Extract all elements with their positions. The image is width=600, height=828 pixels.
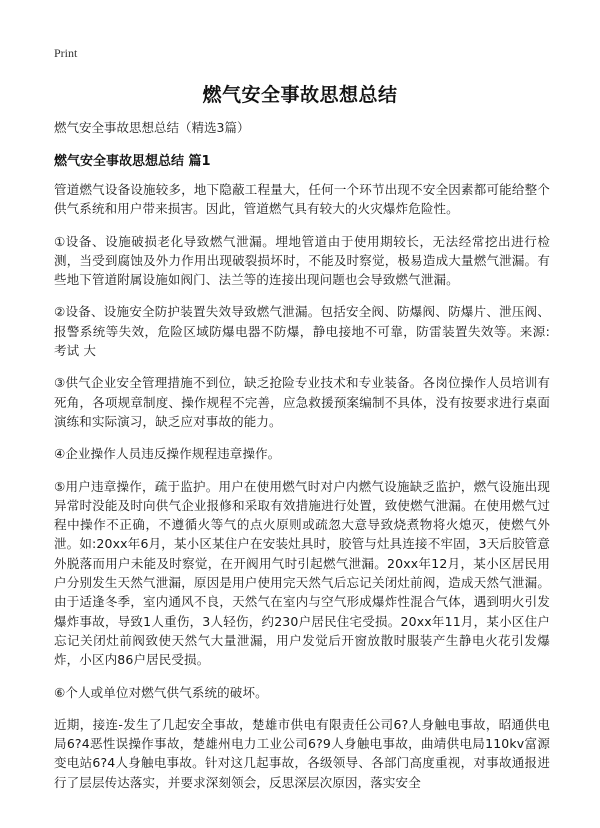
paragraph-item-4: ④企业操作人员违反操作规程违章操作。 [54, 446, 281, 462]
paragraph-item-1: ①设备、设施破损老化导致燃气泄漏。埋地管道由于使用期较长，无法经常挖出进行检测，当受到腐蚀及外力作用出现破裂损坏时，不能及时察觉，极易造成大量燃气泄漏。有些地下管道附属设施如阀门、法兰等的连接出现问题也会导致燃气泄漏。 [54, 233, 550, 288]
paragraph-recent-events: 近期，接连-发生了几起安全事故，楚雄市供电有限责任公司6?人身触电事故，昭通供电局6?4恶性误操作事故，楚雄州电力工业公司6?9人身触电事故，曲靖供电局110kv富源变电站6?4人身触电事故。针对这几起事故，各级领导、各部门高度重视，对事故通报进行了层层传达落实，并要求深刻领会，反思深层次原因，落实安全 [54, 716, 550, 790]
paragraph-item-6: ⑥个人或单位对燃气供气系统的破坏。 [54, 684, 268, 700]
paragraph-item-3: ③供气企业安全管理措施不到位，缺乏抢险专业技术和专业装备。各岗位操作人员培训有死角，各项规章制度、操作规程不完善，应急救援预案编制不具体，没有按要求进行桌面演练和实际演习，缺乏应对事故的能力。 [54, 375, 550, 429]
section-heading: 燃气安全事故思想总结 篇1 [54, 154, 211, 169]
paragraph-item-2: ②设备、设施安全防护装置失效导致燃气泄漏。包括安全阀、防爆阀、防爆片、泄压阀、报警系统等失效，危险区域防爆电器不防爆，静电接地不可靠，防雷装置失效等。来源:考试 大 [54, 304, 550, 359]
print-link[interactable]: Print [54, 46, 78, 60]
document-body [54, 180, 550, 805]
page-title: 燃气安全事故思想总结 [202, 84, 398, 106]
paragraph-item-5: ⑤用户违章操作，疏于监护。用户在使用燃气时对户内燃气设施缺乏监护，燃气设施出现异常时没能及时向供气企业报修和采取有效措施进行处置，致使燃气泄漏。在使用燃气过程中操作不正确，不遵循火等气的点火原则或疏忽大意导致烧煮物将火熄灭，使燃气外泄。如:20xx年6月，某小区某住户在安装灶具时，胶管与灶具连接不牢固，3天后胶管意外脱落而用户未能及时察觉，在开阀用气时引起燃气泄漏。20xx年12月，某小区居民用户分别发生天然气泄漏，原因是用户使用完天然气后忘记关闭灶前阀，造成天然气泄漏。由于适逢冬季，室内通风不良，天然气在室内与空气形成爆炸性混合气体，遇到明火引发爆炸事故，导致1人重伤，3人轻伤，约230户居民住宅受损。20xx年11月，某小区住户忘记关闭灶前阀致使天然气大量泄漏，用户发觉后开窗放散时服装产生静电火花引发爆炸，小区内86户居民受损。 [54, 478, 550, 668]
document-subtitle: 燃气安全事故思想总结（精选3篇） [54, 120, 250, 135]
paragraph-intro: 管道燃气设备设施较多，地下隐蔽工程量大，任何一个环节出现不安全因素都可能给整个供气系统和用户带来损害。因此，管道燃气具有较大的火灾爆炸危险性。 [54, 182, 550, 217]
